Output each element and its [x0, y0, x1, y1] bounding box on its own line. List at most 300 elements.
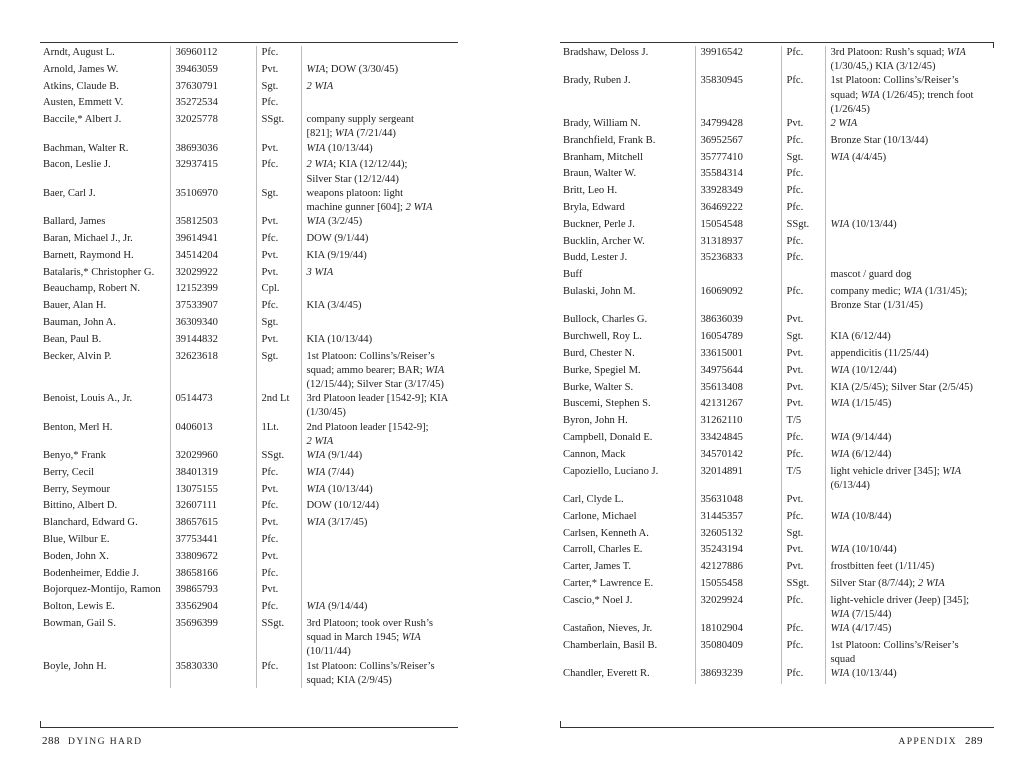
note-text: (1/30/45,) KIA (3/12/45): [830, 61, 936, 73]
serial-number: 36952567: [695, 134, 781, 151]
table-row: [40, 232, 458, 249]
note-text: WIA: [306, 142, 326, 154]
serial-number: 36309340: [170, 316, 256, 333]
serial-number: 35777410: [695, 151, 781, 168]
note-text: WIA: [306, 466, 326, 478]
serial-number: 33809672: [170, 550, 256, 567]
note-text: 2 WIA: [306, 159, 334, 171]
soldier-name: Campbell, Donald E.: [563, 431, 653, 443]
table-row: [40, 299, 458, 316]
serial-number: 33615001: [695, 347, 781, 364]
table-row: [40, 158, 458, 186]
serial-number: 42127886: [695, 560, 781, 577]
rank: Pfc.: [781, 184, 825, 201]
serial-number: 38636039: [695, 313, 781, 330]
rank: Pvt.: [256, 249, 301, 266]
soldier-name: Baran, Michael J., Jr.: [43, 233, 133, 244]
soldier-name: Burd, Chester N.: [563, 347, 635, 359]
serial-number: 38401319: [170, 466, 256, 483]
rank: 2nd Lt: [256, 392, 301, 420]
soldier-name: Carter,* Lawrence E.: [563, 577, 654, 589]
table-row: [560, 201, 994, 218]
table-row: [560, 381, 994, 398]
serial-number: 32014891: [695, 465, 781, 493]
note-text: (6/12/44): [849, 448, 892, 460]
soldier-name: Buscemi, Stephen S.: [563, 398, 651, 410]
table-row: [560, 167, 994, 184]
table-row: [40, 96, 458, 113]
rank: Pvt.: [256, 266, 301, 283]
right-page: [512, 0, 1024, 768]
service-notes: [301, 600, 458, 617]
note-text: WIA: [903, 285, 923, 297]
serial-number: 39144832: [170, 333, 256, 350]
serial-number: 39865793: [170, 583, 256, 600]
soldier-name: Austen, Emmett V.: [43, 97, 124, 109]
service-notes: [825, 184, 994, 201]
rank: Pvt.: [781, 543, 825, 560]
table-row: [40, 249, 458, 266]
bottom-rule: [40, 727, 458, 728]
service-notes: [301, 567, 458, 584]
soldier-name: Benyo,* Frank: [43, 450, 106, 461]
rank: Pfc.: [781, 201, 825, 218]
soldier-name: Britt, Leo H.: [563, 185, 618, 197]
table-row: [40, 660, 458, 688]
table-row: [40, 215, 458, 232]
rank: Pfc.: [256, 96, 301, 113]
serial-number: 31262110: [695, 414, 781, 431]
running-head: DYING HARD: [68, 736, 143, 747]
service-notes: [301, 466, 458, 483]
soldier-name: Barnett, Raymond H.: [43, 249, 134, 261]
serial-number: 35272534: [170, 96, 256, 113]
table-row: [560, 46, 994, 74]
serial-number: 34799428: [695, 117, 781, 134]
serial-number: 15055458: [695, 577, 781, 594]
service-notes: [825, 577, 994, 594]
serial-number: 37533907: [170, 299, 256, 316]
note-text: WIA: [830, 608, 850, 620]
rank: Pvt.: [256, 550, 301, 567]
serial-number: 34570142: [695, 448, 781, 465]
table-row: [560, 448, 994, 465]
service-notes: [301, 282, 458, 299]
soldier-name: Carroll, Charles E.: [563, 544, 643, 556]
note-text: (4/4/45): [849, 151, 887, 163]
serial-number: 35830945: [695, 74, 781, 117]
service-notes: [825, 527, 994, 544]
serial-number: 38693036: [170, 142, 256, 159]
table-row: [560, 218, 994, 235]
rank: Sgt.: [781, 330, 825, 347]
serial-number: 35812503: [170, 215, 256, 232]
soldier-name: Byron, John H.: [563, 415, 628, 427]
soldier-name: Beauchamp, Robert N.: [43, 283, 141, 295]
soldier-name: Blue, Wilbur E.: [43, 533, 110, 545]
soldier-name: Bryla, Edward: [563, 202, 625, 213]
note-text: (6/13/44): [830, 479, 870, 491]
service-notes: [301, 113, 458, 141]
serial-number: 36469222: [695, 201, 781, 218]
rank: Pfc.: [781, 639, 825, 667]
rank: Pfc.: [781, 251, 825, 268]
service-notes: [825, 414, 994, 431]
soldier-name: Bullock, Charles G.: [563, 314, 648, 326]
soldier-name: Carter, James T.: [563, 561, 632, 573]
service-notes: [301, 617, 458, 660]
table-row: [560, 347, 994, 364]
rule-tick: [40, 721, 41, 727]
rank: Pfc.: [256, 232, 301, 249]
soldier-name: Bean, Paul B.: [43, 333, 102, 345]
note-text: Bronze Star (10/13/44): [830, 134, 929, 146]
note-text: WIA: [306, 601, 326, 613]
note-text: weapons platoon: light machine gunner [604];: [306, 187, 404, 213]
top-rule: [560, 42, 994, 43]
soldier-name: Burchwell, Roy L.: [563, 331, 642, 343]
service-notes: [301, 316, 458, 333]
service-notes: [301, 583, 458, 600]
service-notes: [301, 392, 458, 420]
rank: Pvt.: [256, 583, 301, 600]
bottom-rule: [560, 727, 994, 728]
service-notes: [825, 313, 994, 330]
table-row: [40, 533, 458, 550]
rank: Pvt.: [256, 142, 301, 159]
rank: Pvt.: [781, 560, 825, 577]
service-notes: [301, 660, 458, 688]
rank: Sgt.: [256, 350, 301, 393]
rank: SSgt.: [781, 577, 825, 594]
soldier-name: Castañon, Nieves, Jr.: [563, 623, 653, 635]
rank: Pvt.: [256, 483, 301, 500]
serial-number: 32605132: [695, 527, 781, 544]
service-notes: [825, 268, 994, 285]
soldier-name: Bradshaw, Deloss J.: [563, 47, 649, 58]
serial-number: 35696399: [170, 617, 256, 660]
note-text: WIA: [830, 623, 850, 635]
note-text: (10/13/44): [325, 483, 373, 495]
note-text: DOW (9/1/44): [306, 233, 369, 244]
service-notes: [301, 499, 458, 516]
table-row: [560, 285, 994, 313]
rank: T/5: [781, 414, 825, 431]
soldier-name: Chandler, Everett R.: [563, 668, 650, 680]
rank: Pfc.: [256, 299, 301, 316]
note-text: WIA: [830, 448, 850, 460]
note-text: 1st Platoon: Collins’s/Reiser’s squad; KIA (2/9/45): [306, 660, 435, 686]
serial-number: 33562904: [170, 600, 256, 617]
table-row: [560, 235, 994, 252]
serial-number: 35236833: [695, 251, 781, 268]
rank: Pfc.: [781, 167, 825, 184]
service-notes: [825, 46, 994, 74]
table-row: [560, 527, 994, 544]
rank: Pfc.: [781, 510, 825, 527]
note-text: 3rd Platoon: Rush’s squad;: [830, 47, 948, 58]
serial-number: 35080409: [695, 639, 781, 667]
rank: Pvt.: [781, 364, 825, 381]
table-row: [40, 466, 458, 483]
note-text: WIA: [306, 63, 326, 75]
serial-number: 39916542: [695, 46, 781, 74]
table-row: [40, 63, 458, 80]
note-text: (3/2/45): [325, 216, 363, 228]
service-notes: [825, 167, 994, 184]
rank: Pfc.: [781, 235, 825, 252]
rank: SSgt.: [256, 617, 301, 660]
note-text: (10/8/44): [849, 510, 892, 522]
note-text: 2 WIA: [830, 118, 858, 130]
note-text: company medic;: [830, 285, 904, 297]
note-text: (7/21/44): [353, 128, 396, 140]
note-text: 3 WIA: [306, 266, 334, 278]
table-row: [40, 449, 458, 466]
service-notes: [301, 46, 458, 63]
rank: Pfc.: [781, 448, 825, 465]
service-notes: [825, 285, 994, 313]
table-row: [560, 577, 994, 594]
soldier-name: Bowman, Gail S.: [43, 617, 116, 629]
serial-number: 32607111: [170, 499, 256, 516]
table-row: [40, 483, 458, 500]
soldier-name: Berry, Seymour: [43, 483, 110, 495]
note-text: WIA: [860, 89, 880, 101]
service-notes: [825, 594, 994, 622]
note-text: WIA: [830, 544, 850, 556]
service-notes: [825, 151, 994, 168]
serial-number: 16054789: [695, 330, 781, 347]
rank: Pfc.: [781, 667, 825, 684]
table-row: [40, 316, 458, 333]
rank: Pvt.: [781, 381, 825, 398]
table-row: [560, 184, 994, 201]
rank: Pvt.: [781, 313, 825, 330]
soldier-name: Bolton, Lewis E.: [43, 601, 115, 613]
soldier-name: Burke, Walter S.: [563, 381, 634, 393]
table-row: [560, 465, 994, 493]
service-notes: [301, 516, 458, 533]
note-text: KIA (3/4/45): [306, 300, 362, 312]
soldier-name: Cannon, Mack: [563, 448, 626, 460]
rank: SSgt.: [256, 449, 301, 466]
serial-number: 42131267: [695, 397, 781, 414]
serial-number: 35613408: [695, 381, 781, 398]
soldier-name: Blanchard, Edward G.: [43, 517, 138, 529]
serial-number: 12152399: [170, 282, 256, 299]
service-notes: [301, 215, 458, 232]
note-text: WIA: [306, 216, 326, 228]
note-text: (12/15/44); Silver Star (3/17/45): [306, 378, 444, 390]
note-text: KIA (6/12/44): [830, 331, 891, 343]
table-row: [560, 313, 994, 330]
soldier-name: Baer, Carl J.: [43, 187, 96, 199]
rank: Pvt.: [781, 397, 825, 414]
table-row: [40, 583, 458, 600]
service-notes: [825, 74, 994, 117]
rank: Pfc.: [781, 622, 825, 639]
running-head: APPENDIX: [898, 736, 957, 747]
soldier-name: Benton, Merl H.: [43, 421, 113, 433]
soldier-name: Bachman, Walter R.: [43, 142, 129, 154]
note-text: WIA: [306, 450, 326, 461]
service-notes: [301, 142, 458, 159]
soldier-name: Carl, Clyde L.: [563, 493, 624, 505]
serial-number: 34514204: [170, 249, 256, 266]
service-notes: [825, 667, 994, 684]
soldier-name: Carlsen, Kenneth A.: [563, 527, 649, 539]
service-notes: [301, 350, 458, 393]
note-text: company supply sergeant [821];: [306, 114, 414, 140]
service-notes: [301, 299, 458, 316]
serial-number: 16069092: [695, 285, 781, 313]
service-notes: [825, 117, 994, 134]
note-text: WIA: [830, 218, 850, 230]
note-text: KIA (2/5/45); Silver Star (2/5/45): [830, 381, 973, 393]
serial-number: 18102904: [695, 622, 781, 639]
table-row: [40, 350, 458, 393]
soldier-name: Bucklin, Archer W.: [563, 235, 645, 247]
table-row: [40, 499, 458, 516]
rank: Pvt.: [781, 493, 825, 510]
note-text: WIA: [830, 431, 850, 443]
note-text: ; KIA (12/12/44); Silver Star (12/12/44): [306, 159, 408, 185]
note-text: WIA: [830, 668, 850, 680]
note-text: WIA: [947, 47, 966, 58]
note-text: WIA: [335, 128, 354, 140]
note-text: appendicitis (11/25/44): [830, 347, 929, 359]
table-row: [560, 510, 994, 527]
soldier-name: Batalaris,* Christopher G.: [43, 266, 155, 278]
table-row: [40, 80, 458, 97]
service-notes: [301, 449, 458, 466]
rank: Pfc.: [781, 46, 825, 74]
service-notes: [825, 448, 994, 465]
note-text: KIA (10/13/44): [306, 333, 373, 345]
table-row: [560, 151, 994, 168]
table-row: [40, 142, 458, 159]
service-notes: [825, 639, 994, 667]
rank: Pvt.: [256, 333, 301, 350]
rule-tick: [560, 721, 561, 727]
service-notes: [301, 266, 458, 283]
rank: Pvt.: [256, 516, 301, 533]
serial-number: 32025778: [170, 113, 256, 141]
service-notes: [301, 63, 458, 80]
table-row: [40, 113, 458, 141]
table-row: [560, 594, 994, 622]
serial-number: 31445357: [695, 510, 781, 527]
serial-number: 39463059: [170, 63, 256, 80]
soldier-name: Boden, John X.: [43, 550, 109, 562]
serial-number: 35106970: [170, 187, 256, 215]
note-text: 2nd Platoon leader [1542-9];: [306, 421, 429, 433]
note-text: (9/14/44): [849, 431, 892, 443]
serial-number: 39614941: [170, 232, 256, 249]
note-text: WIA: [306, 483, 326, 495]
note-text: (4/17/45): [849, 623, 892, 635]
table-row: [560, 431, 994, 448]
soldier-name: Atkins, Claude B.: [43, 80, 119, 92]
page-number: 288: [42, 735, 60, 747]
service-notes: [825, 330, 994, 347]
rank: SSgt.: [781, 218, 825, 235]
note-text: light-vehicle driver (Jeep) [345];: [830, 594, 970, 606]
soldier-name: Buff: [563, 269, 583, 281]
soldier-name: Branham, Mitchell: [563, 151, 644, 163]
serial-number: 32029924: [695, 594, 781, 622]
soldier-name: Bodenheimer, Eddie J.: [43, 567, 140, 579]
note-text: light vehicle driver [345];: [830, 465, 943, 477]
soldier-name: Boyle, John H.: [43, 660, 107, 672]
soldier-name: Carlone, Michael: [563, 510, 637, 522]
serial-number: 15054548: [695, 218, 781, 235]
rank: T/5: [781, 465, 825, 493]
serial-number: 35584314: [695, 167, 781, 184]
rank: Pfc.: [256, 600, 301, 617]
serial-number: 33928349: [695, 184, 781, 201]
table-row: [40, 266, 458, 283]
rank: Pfc.: [781, 431, 825, 448]
serial-number: 35830330: [170, 660, 256, 688]
soldier-name: Baccile,* Albert J.: [43, 114, 122, 126]
serial-number: 34975644: [695, 364, 781, 381]
soldier-name: Bauman, John A.: [43, 316, 116, 328]
rank: Pfc.: [781, 594, 825, 622]
service-notes: [825, 251, 994, 268]
note-text: (10/13/44): [849, 668, 897, 680]
note-text: (10/13/44): [849, 218, 897, 230]
table-row: [560, 560, 994, 577]
service-notes: [825, 510, 994, 527]
serial-number: 0514473: [170, 392, 256, 420]
soldier-name: Buckner, Perle J.: [563, 218, 635, 230]
soldier-name: Branchfield, Frank B.: [563, 134, 656, 146]
rank: Sgt.: [256, 80, 301, 97]
note-text: 2 WIA: [405, 202, 433, 213]
table-row: [560, 117, 994, 134]
note-text: (7/15/44): [849, 608, 892, 620]
soldier-name: Bulaski, John M.: [563, 285, 636, 297]
rank: Pfc.: [256, 158, 301, 186]
note-text: 2 WIA: [306, 435, 334, 447]
rank: Sgt.: [256, 316, 301, 333]
table-row: [40, 187, 458, 215]
rank: Pvt.: [781, 347, 825, 364]
table-row: [40, 617, 458, 660]
serial-number: 37630791: [170, 80, 256, 97]
table-row: [560, 414, 994, 431]
rank: Pvt.: [256, 215, 301, 232]
serial-number: 32937415: [170, 158, 256, 186]
note-text: 3rd Platoon leader [1542-9]; KIA (1/30/45): [306, 393, 449, 419]
rank: Pvt.: [256, 63, 301, 80]
rank: Pfc.: [256, 660, 301, 688]
note-text: WIA: [830, 364, 850, 376]
rank: Pfc.: [256, 499, 301, 516]
service-notes: [301, 249, 458, 266]
service-notes: [825, 397, 994, 414]
page-footer: [898, 735, 983, 747]
service-notes: [825, 543, 994, 560]
note-text: (10/10/44): [849, 544, 897, 556]
page-footer: [42, 735, 143, 747]
note-text: WIA: [401, 632, 421, 644]
note-text: (10/11/44): [306, 646, 351, 658]
service-notes: [301, 232, 458, 249]
service-notes: [825, 134, 994, 151]
